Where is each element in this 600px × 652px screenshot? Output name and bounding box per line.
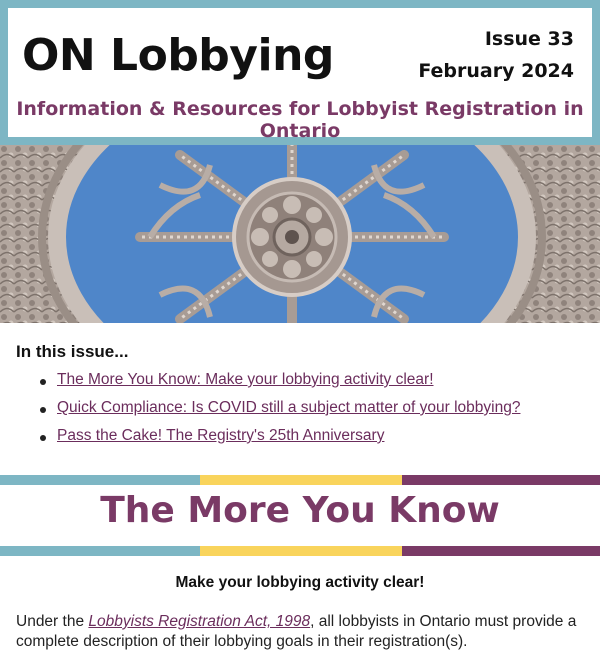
masthead — [0, 0, 600, 145]
intro-text-after: , all lobbyists in Ontario must provide a complete description of their lobbying goals in their registration(s). — [16, 613, 577, 650]
stripe-plum — [402, 546, 600, 556]
stripe-yellow — [200, 475, 402, 485]
toc-title: In this issue... — [16, 342, 129, 361]
toc-item — [30, 399, 520, 427]
toc-link-more-you-know[interactable]: The More You Know: Make your lobbying activity clear! — [57, 371, 434, 388]
rose-window-icon — [0, 145, 600, 323]
stripe-teal — [0, 475, 200, 485]
toc-link-pass-the-cake[interactable]: Pass the Cake! The Registry's 25th Anniversary — [57, 427, 385, 444]
newsletter-subtitle: Information & Resources for Lobbyist Registration in Ontario — [16, 98, 584, 142]
newsletter-title: ON Lobbying — [22, 30, 334, 81]
toc-item — [30, 427, 520, 455]
divider-stripe-top — [0, 475, 600, 485]
stripe-yellow — [200, 546, 402, 556]
toc-link-quick-compliance[interactable]: Quick Compliance: Is COVID still a subject matter of your lobbying? — [57, 399, 521, 416]
issue-number: Issue 33 — [484, 28, 574, 50]
banner-image — [0, 145, 600, 323]
intro-text-before: Under the — [16, 613, 89, 630]
divider-stripe-bottom — [0, 546, 600, 556]
section-title: The More You Know — [100, 490, 500, 531]
stripe-teal — [0, 546, 200, 556]
toc-list — [30, 371, 520, 455]
act-link[interactable]: Lobbyists Registration Act, 1998 — [88, 613, 311, 630]
issue-date: February 2024 — [418, 60, 574, 82]
toc-item — [30, 371, 520, 399]
stripe-plum — [402, 475, 600, 485]
article-intro — [16, 612, 586, 652]
article-subheading: Make your lobbying activity clear! — [175, 574, 425, 591]
